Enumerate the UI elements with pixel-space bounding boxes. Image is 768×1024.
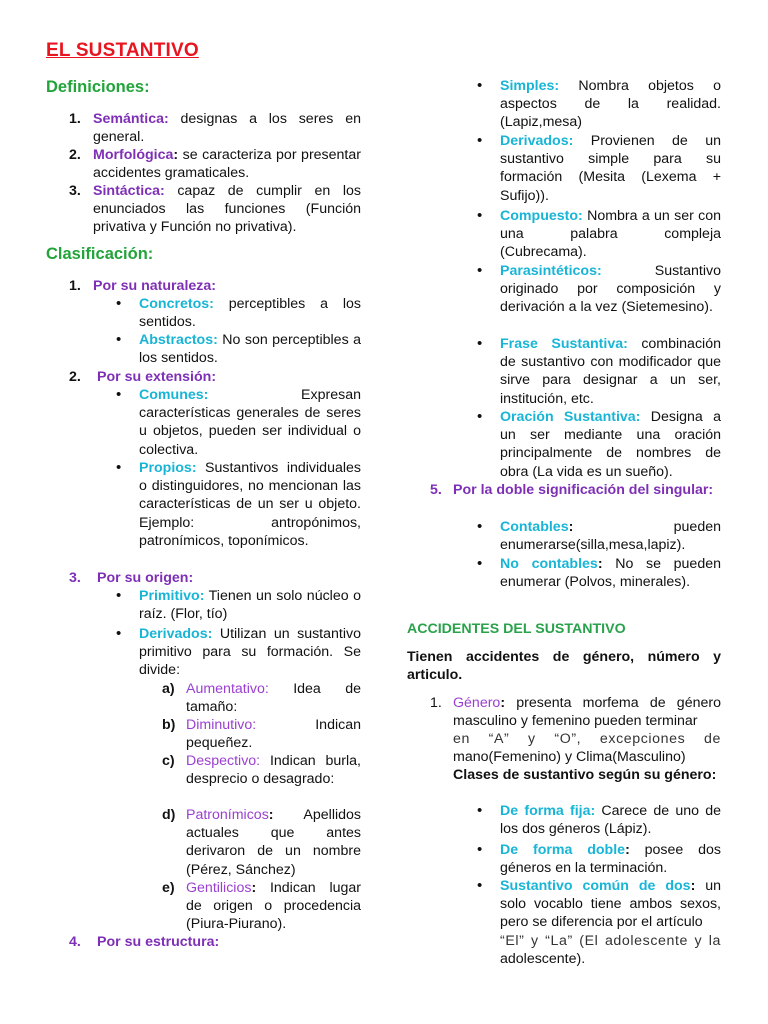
list-item [139,587,361,623]
list-item [139,625,361,680]
colon: : [597,556,603,572]
bullet-icon: • [477,841,483,858]
list-item [500,207,721,262]
list-number: 3. [69,570,81,586]
category-label: Por su origen: [97,570,194,586]
term: Patronímicos [186,807,269,823]
sub-item [186,680,361,716]
term: Diminutivo: [186,717,257,733]
term: Comunes: [139,387,209,403]
item-text: Apellidos actuales que antes derivaron de un nombre (Pérez, Sánchez) [186,807,361,878]
list-item [500,132,721,205]
term: Aumentativo: [186,681,269,697]
item-text: No son perceptibles a los sentidos. [139,332,361,367]
list-item [500,408,721,481]
bullet-icon: • [477,518,483,535]
list-item [500,841,721,877]
item-text: Provienen de un sustantivo simple para su formación (Mesita (Lexema + Sufijo)). [500,133,721,204]
item-text: Carece de uno de los dos géneros (Lápiz). [500,803,721,838]
colon: : [268,807,274,823]
term: Semántica: [93,111,169,127]
genero-text-line: mano(Femenino) y Clima(Masculino) [453,749,686,765]
clases-heading: Clases de sustantivo según su género: [453,767,717,783]
term: Abstractos: [139,332,218,348]
item-text: Nombra a un ser con una palabra compleja (Cubrecama). [500,208,721,261]
list-number: 4. [69,934,81,950]
term: No contables [500,556,598,572]
bullet-icon: • [116,295,122,312]
list-item [93,146,361,182]
accidentes-heading: ACCIDENTES DEL SUSTANTIVO [407,621,626,637]
bullet-icon: • [116,386,122,403]
list-item [500,262,721,317]
sub-letter: d) [162,807,176,823]
item-text: Nombra objetos o aspectos de la realidad. (Lapiz,mesa) [500,78,721,131]
item-text-line: “El” y “La” (El adolescente y la [500,933,721,949]
list-item [500,335,721,408]
item-text: No se pueden enumerar (Polvos, minerales). [500,556,721,591]
genero-text-line: en “A” y “O”, excepciones de [453,731,721,747]
bullet-icon: • [477,335,483,352]
term: Sintáctica: [93,183,165,199]
item-text: Sustantivo originado por composición y derivación a la vez (Sietemesino). [500,263,721,316]
category-label: Por su extensión: [97,369,217,385]
colon: : [568,519,574,535]
bullet-icon: • [477,877,483,894]
definition-text: designas a los seres en general. [93,111,361,146]
item-text: Designa a un ser mediante una oración principalmente de nombres de obra (La vida es un sueño). [500,409,722,480]
clasificacion-heading: Clasificación: [46,245,154,263]
item-text: pueden enumerarse(silla,mesa,lapiz). [500,519,721,554]
sub-letter: a) [162,681,175,697]
term: Concretos: [139,296,214,312]
colon: : [500,695,506,711]
item-text-line: adolescente). [500,951,586,967]
term: Género [453,695,501,711]
term: Compuesto: [500,208,583,224]
category-label: Por la doble significación del singular: [453,482,714,498]
bullet-icon: • [116,625,122,642]
sub-item [186,879,361,934]
item-text: combinación de sustantivo con modificador que sirve para designar a un ser, institución, etc. [500,336,721,407]
item-text: Sustantivos individuales o distinguidores, no mencionan las características de un ser u objeto. Ejemplo: antropónimos, patronímicos, toponímicos. [139,460,361,549]
term: Gentilicios [186,880,252,896]
item-text: perceptibles a los sentidos. [139,296,361,331]
bullet-icon: • [477,408,483,425]
sub-letter: b) [162,717,176,733]
item-text: un solo vocablo tiene ambos sexos, pero se diferencia por el artículo [500,878,721,931]
bullet-icon: • [477,77,483,94]
list-number: 1. [69,278,81,294]
category-label: Por su estructura: [97,934,220,950]
colon: : [625,842,630,858]
list-item [500,518,721,554]
list-item [500,555,721,591]
genero-item [453,694,721,730]
term: Derivados: [500,133,574,149]
term: Primitivo: [139,588,205,604]
bullet-icon: • [477,555,483,572]
list-number: 2. [69,147,81,163]
page-title: EL SUSTANTIVO [46,40,199,61]
definition-text: se caracteriza por presentar accidentes gramaticales. [93,147,361,182]
item-text: Idea de tamaño: [186,681,361,716]
list-item [93,182,361,237]
colon: : [690,878,696,894]
list-item [500,877,721,932]
item-text: Expresan características generales de seres u objetos, pueden ser individual o colectiva. [139,387,361,458]
list-number: 1. [69,111,81,127]
definition-text: capaz de cumplir en los enunciados las funciones (Función privativa y Función no privativa). [93,183,361,236]
bullet-icon: • [116,459,122,476]
list-item [93,110,361,146]
item-text: Utilizan un sustantivo primitivo para su formación. Se divide: [139,626,361,679]
item-text: Indican lugar de origen o procedencia (Piura-Piurano). [186,880,361,933]
sub-item [186,752,361,788]
sub-letter: e) [162,880,175,896]
bullet-icon: • [477,802,483,819]
list-item [139,386,361,459]
list-item [500,77,721,132]
list-number: 3. [69,183,81,199]
term: Derivados: [139,626,213,642]
item-text: Tienen un solo núcleo o raíz. (Flor, tío) [139,588,361,623]
category-label: Por su naturaleza: [93,278,216,294]
definiciones-heading: Definiciones: [46,78,150,96]
bullet-icon: • [477,132,483,149]
term: De forma fija: [500,803,596,819]
list-item [500,802,721,838]
term: Morfológica [93,147,174,163]
list-number: 1. [430,695,442,711]
list-item [139,295,361,331]
list-item [139,459,361,550]
list-number: 2. [69,369,81,385]
bullet-icon: • [477,207,483,224]
sub-item [186,806,361,879]
term: Simples: [500,78,560,94]
item-text: presenta morfema de género masculino y femenino pueden terminar [453,695,721,730]
bullet-icon: • [477,262,483,279]
item-text: Indican pequeñez. [186,717,361,752]
term: Sustantivo común de dos [500,878,691,894]
list-number: 5. [430,482,442,498]
term: Despectivo: [186,753,261,769]
term: Contables [500,519,569,535]
accidentes-intro: Tienen accidentes de género, número y articulo. [407,649,721,684]
sub-letter: c) [162,753,175,769]
term: Parasintéticos: [500,263,602,279]
sub-item [186,716,361,752]
list-item [139,331,361,367]
term: Oración Sustantiva: [500,409,641,425]
item-text: posee dos géneros en la terminación. [500,842,721,877]
term: De forma doble [500,842,626,858]
bullet-icon: • [116,587,122,604]
colon: : [251,880,257,896]
colon: : [173,147,179,163]
bullet-icon: • [116,331,122,348]
term: Propios: [139,460,197,476]
item-text: Indican burla, desprecio o desagrado: [186,753,361,788]
term: Frase Sustantiva: [500,336,628,352]
